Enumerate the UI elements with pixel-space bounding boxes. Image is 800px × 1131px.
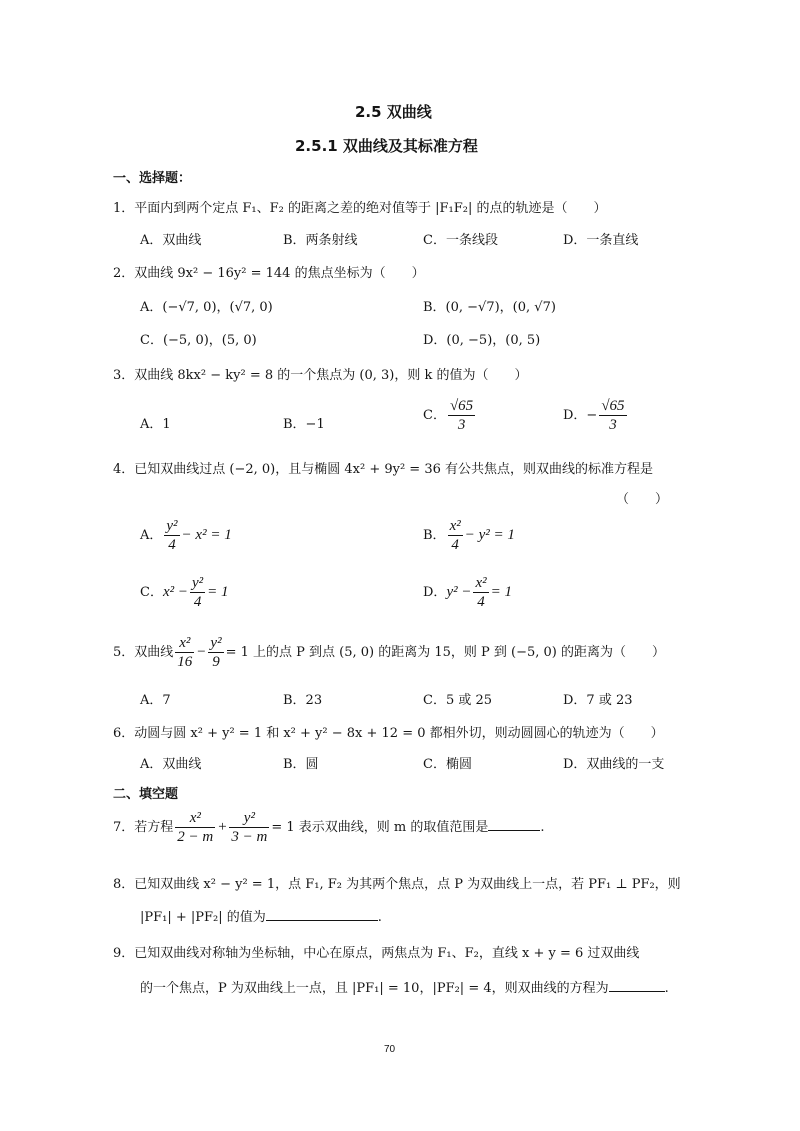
question-7-suffix: = 1 表示双曲线，则 m 的取值范围是: [271, 820, 489, 835]
fraction-denominator: 9: [212, 654, 220, 670]
question-4-option-b: [423, 517, 515, 554]
part1-heading: 一、选择题：: [113, 171, 192, 186]
fraction-numerator: y²: [229, 809, 269, 828]
question-5-option-c: C．5 或 25: [423, 693, 493, 708]
fraction-denominator: 4: [168, 537, 176, 553]
minus-sign: −: [196, 644, 207, 660]
question-2-option-c: C．(−5, 0)，(5, 0): [140, 333, 257, 348]
fraction: [190, 574, 205, 611]
fraction-denominator: 3 − m: [231, 829, 268, 845]
fraction: [208, 634, 223, 671]
option-label: C．: [140, 585, 163, 600]
fraction: [599, 397, 626, 434]
question-2-option-b: B．(0, −√7)，(0, √7): [423, 300, 556, 315]
fraction-numerator: x²: [175, 809, 215, 828]
question-3-option-d: [563, 397, 629, 434]
part2-heading: 二、填空题: [113, 787, 179, 802]
period: .: [664, 981, 669, 996]
question-8-line-2: [140, 906, 382, 925]
question-3-text: 3．双曲线 8kx² − ky² = 8 的一个焦点为 (0, 3)，则 k 的值为（ ）: [113, 368, 528, 383]
fraction-denominator: 16: [177, 654, 193, 670]
question-5-option-d: D．7 或 23: [563, 693, 633, 708]
fraction-denominator: 4: [451, 537, 459, 553]
question-1-option-b: B．两条射线: [283, 233, 358, 248]
fraction: [175, 809, 215, 846]
question-3-option-a: A．1: [140, 417, 171, 432]
question-5-option-b: B．23: [283, 693, 323, 708]
question-1-option-c: C．一条线段: [423, 233, 498, 248]
question-9-line-2-text: 的一个焦点，P 为双曲线上一点，且 |PF₁| = 10，|PF₂| = 4，则双曲线的方程为: [140, 981, 609, 996]
question-5-text: [113, 634, 665, 671]
question-5-option-a: A．7: [140, 693, 171, 708]
fraction-denominator: 3: [457, 417, 466, 433]
question-7-prefix: 7．若方程: [113, 820, 174, 835]
question-9-line-2: [140, 977, 669, 996]
question-4-option-c: [140, 574, 229, 611]
fraction: [473, 574, 488, 611]
question-2-text: 2．双曲线 9x² − 16y² = 144 的焦点坐标为（ ）: [113, 266, 425, 281]
fraction: [448, 517, 463, 554]
question-5-prefix: 5．双曲线: [113, 645, 174, 660]
question-3-option-c: [423, 397, 477, 434]
question-6-text: 6．动圆与圆 x² + y² = 1 和 x² + y² − 8x + 12 = 0 都相外切，则动圆圆心的轨迹为（ ）: [113, 726, 664, 741]
question-1-option-d: D．一条直线: [563, 233, 639, 248]
question-9-line-1: 9．已知双曲线对称轴为坐标轴，中心在原点，两焦点为 F₁、F₂，直线 x + y = 6 过双曲线: [113, 946, 640, 961]
equation-rest: − y² = 1: [464, 527, 515, 543]
answer-blank: [488, 830, 540, 831]
option-label: A．: [140, 528, 163, 543]
fraction-denominator: 3: [609, 417, 617, 433]
option-label: B．: [423, 528, 446, 543]
question-6-option-d: D．双曲线的一支: [563, 757, 665, 772]
question-8-line-1: 8．已知双曲线 x² − y² = 1，点 F₁, F₂ 为其两个焦点，点 P 为双曲线上一点，若 PF₁ ⊥ PF₂，则: [113, 877, 681, 892]
fraction-numerator: x²: [475, 575, 487, 591]
equation-rest: − x² = 1: [181, 527, 232, 543]
fraction-denominator: 4: [477, 594, 485, 610]
equation-rest: = 1: [207, 584, 229, 600]
question-2-option-a: A．(−√7, 0)，(√7, 0): [140, 300, 273, 315]
fraction: [175, 634, 194, 671]
question-6-option-c: C．椭圆: [423, 757, 472, 772]
question-4-text: 4．已知双曲线过点 (−2, 0)，且与椭圆 4x² + 9y² = 36 有公共焦点，则双曲线的标准方程是: [113, 462, 654, 477]
question-1-option-a: A．双曲线: [140, 233, 202, 248]
fraction: [448, 397, 475, 434]
section-title: 2.5 双曲线: [355, 103, 432, 121]
fraction-numerator: y²: [166, 518, 178, 534]
question-3-option-b: B．−1: [283, 417, 325, 432]
plus-sign: +: [217, 819, 228, 835]
fraction-numerator: y²: [210, 635, 222, 651]
question-5-suffix: = 1 上的点 P 到点 (5, 0) 的距离为 15，则 P 到 (−5, 0) 的距离为（ ）: [225, 645, 666, 660]
question-1-text: 1．平面内到两个定点 F₁、F₂ 的距离之差的绝对值等于 |F₁F₂| 的点的轨迹是（ ）: [113, 201, 607, 216]
answer-blank: [609, 991, 665, 992]
fraction-numerator: x²: [175, 634, 194, 653]
option-label: D．−: [563, 408, 598, 423]
option-label: D．: [423, 585, 447, 600]
page-number: 70: [384, 1044, 396, 1055]
period: .: [377, 910, 382, 925]
option-label: C．: [423, 408, 446, 423]
answer-blank: [266, 920, 378, 921]
fraction-denominator: 2 − m: [177, 829, 214, 845]
question-8-line-2-text: |PF₁| + |PF₂| 的值为: [140, 910, 266, 925]
question-7-text: [113, 809, 545, 846]
question-4-answer-paren: （ ）: [616, 492, 669, 507]
fraction-numerator: y²: [191, 575, 204, 591]
subsection-title: 2.5.1 双曲线及其标准方程: [295, 137, 478, 155]
fraction: [164, 517, 179, 554]
fraction-numerator: √65: [601, 398, 625, 414]
question-4-option-a: [140, 517, 232, 554]
fraction-numerator: √65: [449, 398, 474, 414]
period: .: [540, 820, 545, 835]
fraction-denominator: 4: [193, 594, 202, 610]
question-6-option-a: A．双曲线: [140, 757, 202, 772]
question-2-option-d: D．(0, −5)，(0, 5): [423, 333, 541, 348]
fraction-numerator: x²: [449, 518, 461, 534]
question-4-option-d: [423, 574, 512, 611]
equation-prefix: x² −: [162, 584, 188, 600]
question-6-option-b: B．圆: [283, 757, 319, 772]
equation-prefix: y² −: [446, 584, 472, 600]
equation-rest: = 1: [490, 584, 512, 600]
fraction: [229, 809, 269, 846]
